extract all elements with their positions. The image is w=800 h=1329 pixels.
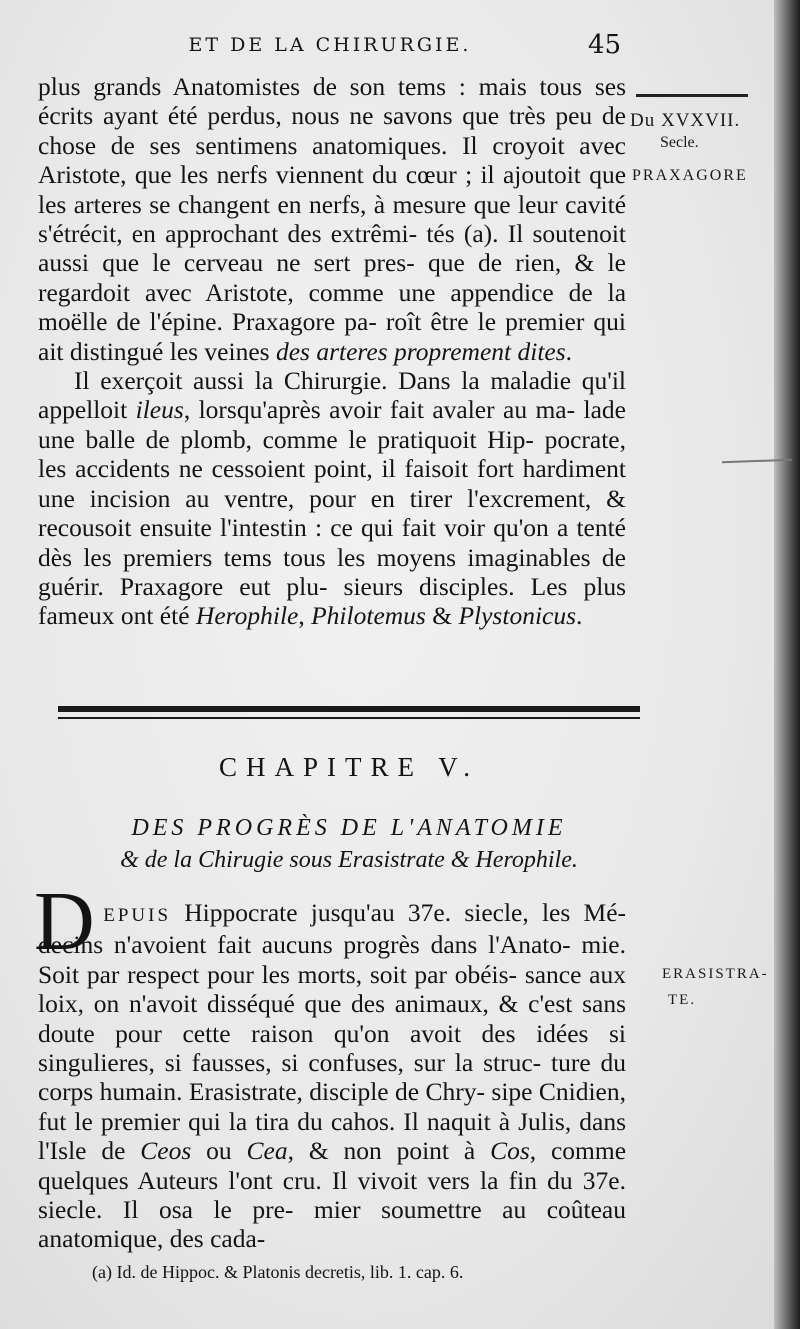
margin-name-erasistrate-cont: TE. [668, 992, 697, 1008]
chapter-subtitle [58, 812, 640, 876]
text-line: decins n'avoient fait aucuns progrès dans l'Anato- [38, 930, 571, 960]
margin-name-erasistrate: ERASISTRA- [662, 966, 769, 982]
margin-rule [636, 94, 748, 97]
punctuation: . [576, 601, 583, 631]
text-line: Hippocrate jusqu'au 37e. siecle, les Mé- [184, 898, 627, 927]
drop-cap: D [34, 875, 95, 968]
text-line: pocrate, les accidents ne cessoient point, il faisoit [38, 424, 626, 484]
text-line: & c'est sans doute pour cette raison qu'on avoit des [38, 989, 627, 1048]
italic-text: Ceos [140, 1136, 192, 1166]
text-line: , lorsqu'après avoir fait avaler au ma- [183, 395, 576, 425]
margin-century-sub: Secle. [660, 134, 699, 151]
text-line: ture du corps humain. Erasistrate, disciple de Chry- [38, 1048, 627, 1107]
small-caps-word: EPUIS [103, 905, 172, 926]
italic-text: Philotemus [311, 601, 426, 631]
subtitle-line: & de la Chirugie sous Erasistrate & Herophile. [120, 847, 578, 873]
text-line: idées si singulieres, si fausses, si confuses, sur la struc- [38, 1018, 627, 1078]
text-line: que de rien, & le regardoit avec Aristote, comme [38, 248, 626, 307]
text-line: appelloit [38, 395, 128, 425]
paragraph-chirurgie [38, 366, 626, 631]
paragraph-praxagore [38, 72, 626, 366]
text-line: une appendice de la moëlle de l'épine. Praxagore pa- [38, 277, 627, 337]
text-line: Aristote, que les nerfs viennent du cœur ; il ajoutoit [38, 160, 581, 190]
text-line: sance aux loix, on n'avoit disséqué que des animaux, [38, 959, 627, 1019]
section-rule-thin [58, 717, 640, 719]
paragraph-erasistrate [38, 898, 626, 1254]
punctuation: . [565, 336, 573, 366]
running-head: ET DE LA CHIRURGIE. [188, 34, 472, 56]
text-line: mie. Soit par respect pour les morts, soit par obéis- [38, 930, 626, 989]
text-line: fort hardiment une incision au ventre, pour en tirer [38, 454, 626, 513]
text-line: écrits ayant été perdus, nous ne savons que très peu [38, 101, 593, 131]
top-section [38, 72, 626, 631]
text-line: de chose de ses sentimens anatomiques. Il croyoit avec [38, 101, 626, 160]
text-line: plus grands Anatomistes de son tems : mais tous ses [38, 72, 626, 101]
text-line: ou [206, 1136, 232, 1166]
chapter-title: CHAPITRE V. [218, 752, 480, 782]
text-line: sieurs disciples. Les plus fameux ont été [38, 571, 626, 631]
subtitle-line: DES PROGRÈS DE L'ANATOMIE [131, 815, 567, 841]
text-line: Il exerçoit aussi la Chirurgie. Dans la maladie qu'il [74, 366, 626, 396]
text-line: , comme quelques Auteurs l'ont [38, 1136, 627, 1195]
text-line: cru. Il vivoit vers la fin du 37e. siecle. Il osa le pre- [38, 1165, 626, 1225]
main-section [38, 898, 626, 1254]
section-rule-thick [58, 706, 640, 712]
page-edge-shadow [774, 0, 800, 1329]
footnote: (a) Id. de Hippoc. & Platonis decretis, lib. 1. cap. 6. [92, 1262, 464, 1282]
text-line: moyens imaginables de guérir. Praxagore eut plu- [38, 542, 626, 601]
text-line: lade une balle de plomb, comme le pratiquoit Hip- [38, 395, 627, 454]
text-line: tés (a). Il soutenoit aussi que le cerveau ne sert pres- [38, 219, 627, 278]
italic-text: Cos [490, 1136, 530, 1166]
text-line: fait voir qu'on a tenté dès les premiers tems tous les [38, 513, 627, 572]
punctuation: , [287, 1136, 294, 1166]
text-line: leur cavité s'étrécit, en approchant des extrêmi- [38, 189, 627, 249]
italic-text: Herophile [195, 601, 299, 631]
text-line: & non point à [308, 1136, 476, 1166]
margin-century: Du XVXVII. [630, 110, 741, 131]
italic-text: des [275, 336, 310, 366]
italic-text: Plystonicus [458, 601, 577, 631]
page-number: 45 [588, 30, 622, 60]
italic-text: Cea [246, 1136, 288, 1166]
text-line: & [432, 601, 453, 631]
punctuation: , [298, 601, 305, 631]
text-line: l'excrement, & recousoit ensuite l'intestin : ce qui [38, 483, 626, 543]
italic-text: arteres proprement dites [316, 336, 566, 366]
text-line: Il naquit à Julis, dans l'Isle de [38, 1106, 626, 1166]
margin-name-praxagore: PRAXAGORE [632, 167, 748, 184]
text-line: roît être le premier qui ait distingué les veines [38, 307, 626, 366]
text-line: que les arteres se changent en nerfs, à mesure que [38, 160, 627, 219]
text-line: mier soumettre au coûteau anatomique, des cada- [38, 1195, 626, 1254]
italic-text: ileus [135, 395, 184, 425]
text-line: sipe Cnidien, fut le premier qui la tira du cahos. [38, 1077, 626, 1136]
